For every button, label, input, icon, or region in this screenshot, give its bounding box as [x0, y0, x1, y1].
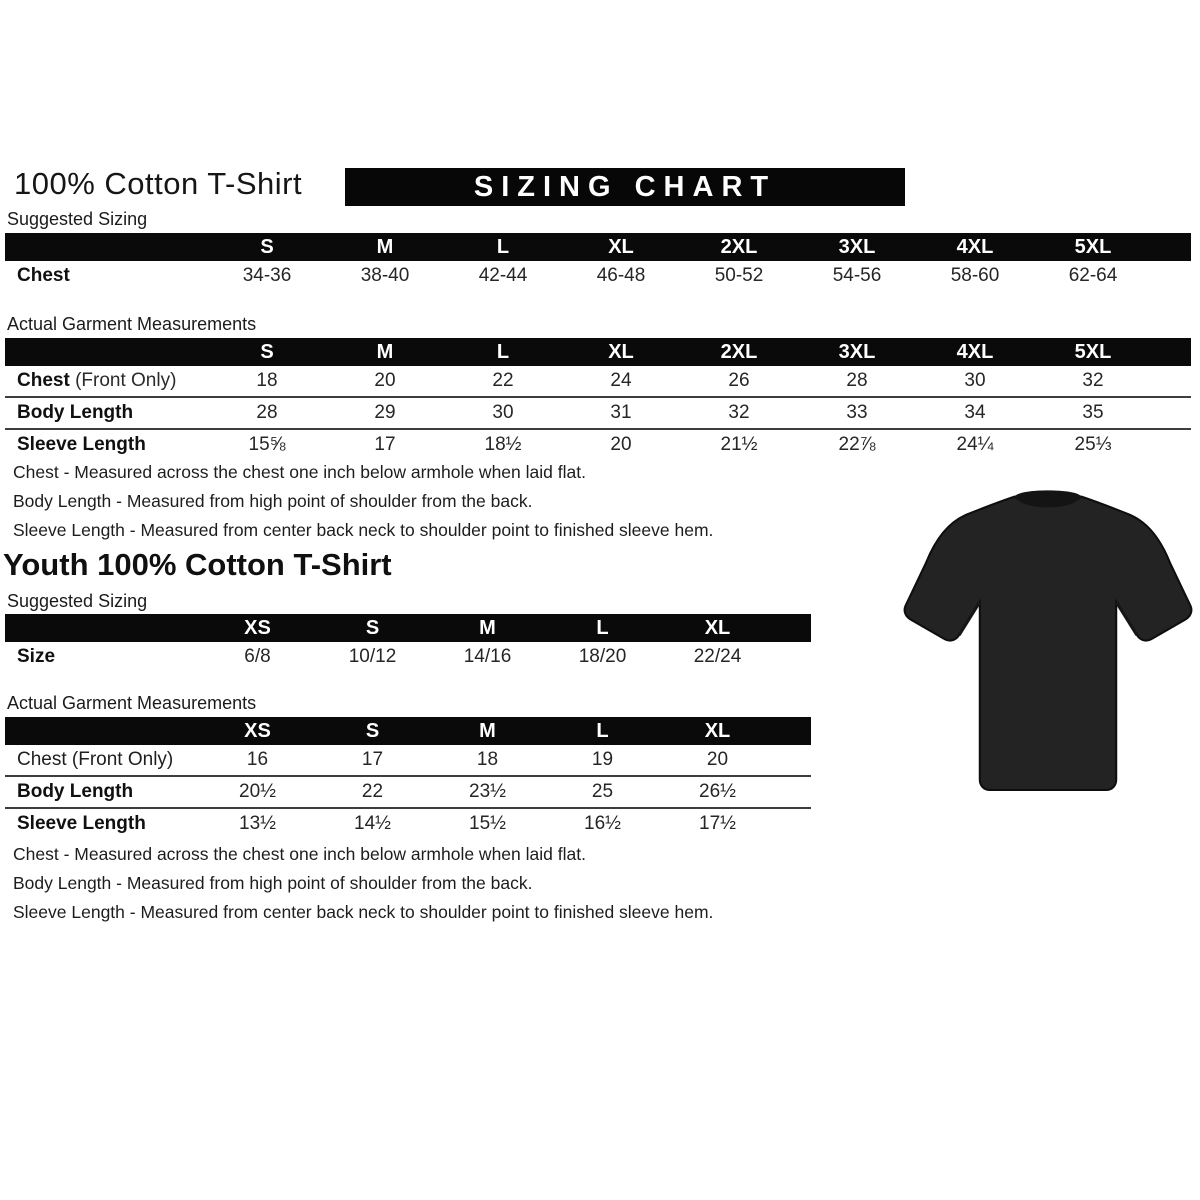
- note: Chest - Measured across the chest one inch below armhole when laid flat.: [13, 462, 586, 482]
- adult-suggested-header-row: [5, 233, 1191, 261]
- cell: 18½: [444, 429, 562, 460]
- cell: 31: [562, 397, 680, 429]
- cell: 15½: [430, 808, 545, 839]
- table-row: [5, 366, 1191, 397]
- col-header: 5XL: [1034, 233, 1152, 261]
- youth-suggested-table: [5, 614, 811, 672]
- col-header: XS: [200, 717, 315, 745]
- cell: 21½: [680, 429, 798, 460]
- row-label: Chest (Front Only): [17, 749, 174, 770]
- cell: 32: [1082, 370, 1104, 391]
- col-header: 3XL: [798, 338, 916, 366]
- cell: 38-40: [360, 265, 410, 286]
- cell: 25⅓: [1034, 429, 1152, 460]
- table-row: [5, 397, 1191, 429]
- cell: 25: [545, 776, 660, 808]
- row-label: Chest: [17, 265, 70, 286]
- col-header: M: [326, 338, 444, 366]
- cell: 16: [246, 749, 269, 770]
- cell: 14/16: [463, 646, 512, 667]
- youth-section-title: Youth 100% Cotton T-Shirt: [3, 547, 392, 582]
- youth-actual-header-row: [5, 717, 811, 745]
- table-row: [5, 642, 811, 672]
- youth-actual-table: [5, 717, 811, 839]
- col-header: M: [430, 717, 545, 745]
- col-header: 2XL: [680, 338, 798, 366]
- note: Body Length - Measured from high point of shoulder from the back.: [13, 491, 533, 511]
- col-header: 3XL: [798, 233, 916, 261]
- col-header: M: [430, 614, 545, 642]
- cell: 17: [361, 749, 384, 770]
- col-header: XL: [660, 717, 775, 745]
- cell: 13½: [200, 808, 315, 839]
- adult-suggested-table: [5, 233, 1191, 291]
- col-header: XL: [660, 614, 775, 642]
- note: Chest - Measured across the chest one inch below armhole when laid flat.: [13, 844, 586, 864]
- row-label-suffix: (Front Only): [69, 370, 177, 391]
- note: Sleeve Length - Measured from center back neck to shoulder point to finished sleeve hem.: [13, 520, 714, 540]
- cell: 35: [1034, 397, 1152, 429]
- cell: 24¼: [916, 429, 1034, 460]
- col-header: L: [545, 614, 660, 642]
- cell: 20: [562, 429, 680, 460]
- cell: 29: [326, 397, 444, 429]
- table-row: [5, 429, 1191, 460]
- cell: 33: [798, 397, 916, 429]
- cell: 20: [374, 370, 396, 391]
- row-label: Body Length: [17, 781, 134, 802]
- cell: 20: [706, 749, 729, 770]
- cell: 15⅝: [208, 429, 326, 460]
- youth-measurement-notes: [13, 840, 713, 927]
- cell: 19: [591, 749, 614, 770]
- row-label: Sleeve Length: [17, 434, 146, 455]
- adult-measurement-notes: [13, 458, 713, 545]
- adult-suggested-label: Suggested Sizing: [7, 209, 148, 229]
- cell: 28: [208, 397, 326, 429]
- cell: 10/12: [348, 646, 397, 667]
- cell: 62-64: [1068, 265, 1118, 286]
- cell: 24: [610, 370, 632, 391]
- cell: 58-60: [950, 265, 1000, 286]
- cell: 20½: [200, 776, 315, 808]
- col-header: L: [545, 717, 660, 745]
- col-header: S: [208, 338, 326, 366]
- row-label: Size: [17, 646, 56, 667]
- col-header: XL: [562, 233, 680, 261]
- cell: 26½: [660, 776, 775, 808]
- cell: 28: [846, 370, 868, 391]
- col-header: L: [444, 233, 562, 261]
- cell: 6/8: [244, 646, 271, 667]
- table-row: [5, 808, 811, 839]
- cell: 30: [964, 370, 986, 391]
- col-header: M: [326, 233, 444, 261]
- youth-suggested-header-row: [5, 614, 811, 642]
- table-row: [5, 745, 811, 776]
- col-header: 4XL: [916, 233, 1034, 261]
- cell: 26: [728, 370, 750, 391]
- col-header: S: [315, 717, 430, 745]
- adult-actual-table: [5, 338, 1191, 460]
- cell: 42-44: [478, 265, 528, 286]
- col-header: XS: [200, 614, 315, 642]
- cell: 23½: [430, 776, 545, 808]
- row-label: Sleeve Length: [17, 813, 146, 834]
- cell: 16½: [545, 808, 660, 839]
- cell: 14½: [315, 808, 430, 839]
- cell: 18: [256, 370, 278, 391]
- sizing-chart-banner: SIZING CHART: [345, 168, 905, 206]
- cell: 17: [326, 429, 444, 460]
- col-header: S: [208, 233, 326, 261]
- cell: 22/24: [693, 646, 742, 667]
- col-header: 4XL: [916, 338, 1034, 366]
- cell: 30: [444, 397, 562, 429]
- note: Body Length - Measured from high point of shoulder from the back.: [13, 873, 533, 893]
- cell: 18/20: [578, 646, 627, 667]
- cell: 22⅞: [798, 429, 916, 460]
- cell: 54-56: [832, 265, 882, 286]
- cell: 22: [315, 776, 430, 808]
- row-label: Chest: [17, 370, 70, 391]
- table-row: [5, 776, 811, 808]
- cell: 18: [476, 749, 499, 770]
- cell: 22: [492, 370, 514, 391]
- col-header: 2XL: [680, 233, 798, 261]
- col-header: S: [315, 614, 430, 642]
- col-header: 5XL: [1034, 338, 1152, 366]
- cell: 34: [916, 397, 1034, 429]
- row-label: Body Length: [17, 402, 134, 423]
- adult-actual-label: Actual Garment Measurements: [7, 314, 257, 334]
- youth-actual-label: Actual Garment Measurements: [7, 693, 257, 713]
- col-header: XL: [562, 338, 680, 366]
- cell: 50-52: [714, 265, 764, 286]
- cell: 34-36: [242, 265, 292, 286]
- adult-actual-header-row: [5, 338, 1191, 366]
- tshirt-body: [905, 497, 1192, 790]
- table-row: [5, 261, 1191, 291]
- youth-suggested-label: Suggested Sizing: [7, 591, 148, 611]
- page-title: 100% Cotton T-Shirt: [14, 166, 303, 201]
- col-header: L: [444, 338, 562, 366]
- cell: 32: [680, 397, 798, 429]
- black-tshirt-image: [893, 478, 1200, 823]
- note: Sleeve Length - Measured from center back neck to shoulder point to finished sleeve hem.: [13, 902, 714, 922]
- cell: 46-48: [596, 265, 646, 286]
- cell: 17½: [660, 808, 775, 839]
